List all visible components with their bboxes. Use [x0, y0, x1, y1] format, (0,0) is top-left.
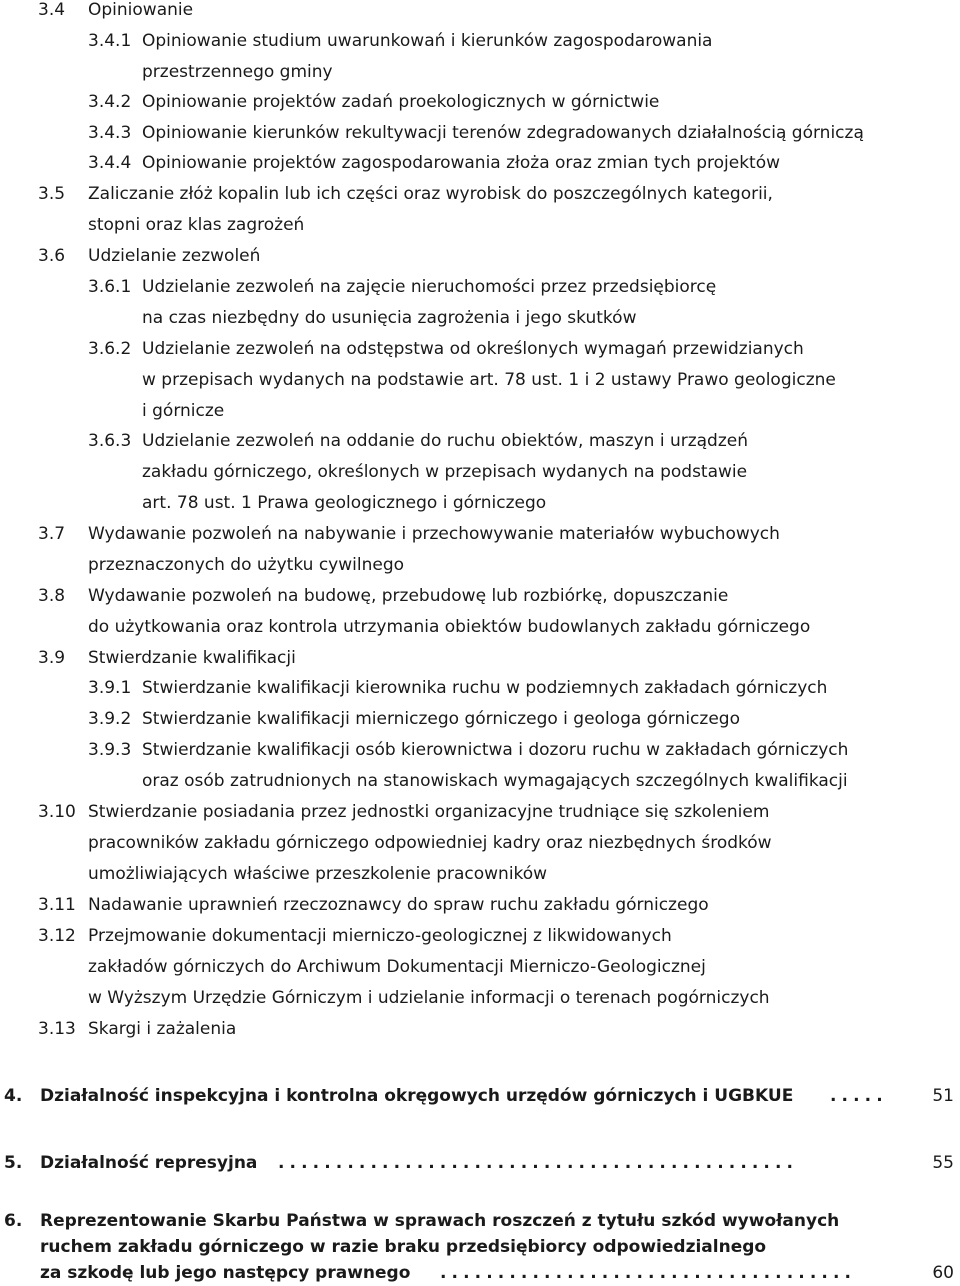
toc-entry-3-4-2[interactable] [0, 87, 960, 118]
toc-number: 3.9.2 [88, 709, 132, 729]
toc-number: 3.8 [38, 586, 66, 606]
toc-entry-3-6[interactable] [0, 241, 960, 272]
chapter-number: 6. [4, 1211, 23, 1231]
toc-number: 3.4 [38, 0, 66, 20]
toc-chapter-6[interactable] [0, 1208, 960, 1286]
toc-title-line: stopni oraz klas zagrożeń [88, 215, 305, 235]
toc-number: 3.9 [38, 648, 66, 668]
toc-title: Skargi i zażalenia [88, 1019, 237, 1039]
toc-title-line: w Wyższym Urzędzie Górniczym i udzielanie informacji o terenach pogórniczych [88, 988, 770, 1008]
toc-number: 3.6.2 [88, 339, 132, 359]
chapter-number: 5. [4, 1153, 23, 1173]
toc-number: 3.4.1 [88, 31, 132, 51]
toc-entry-3-13[interactable] [0, 1014, 960, 1045]
toc-title-line: do użytkowania oraz kontrola utrzymania obiektów budowlanych zakładu górniczego [88, 617, 811, 637]
toc-entry-3-5[interactable] [0, 179, 960, 241]
page-number: 55 [932, 1153, 954, 1173]
toc-title-line: pracowników zakładu górniczego odpowiedniej kadry oraz niezbędnych środków [88, 833, 772, 853]
toc-number: 3.13 [38, 1019, 76, 1039]
chapter-title-line: Reprezentowanie Skarbu Państwa w sprawach roszczeń z tytułu szkód wywołanych [40, 1211, 840, 1231]
page-number: 51 [932, 1086, 954, 1106]
toc-title: Opiniowanie kierunków rekultywacji terenów zdegradowanych działalnością górniczą [142, 123, 864, 143]
toc-number: 3.9.3 [88, 740, 132, 760]
toc-title-line: przestrzennego gminy [142, 62, 333, 82]
toc-number: 3.10 [38, 802, 76, 822]
toc-entry-3-6-2[interactable] [0, 334, 960, 427]
toc-title: Stwierdzanie kwalifikacji mierniczego górniczego i geologa górniczego [142, 709, 740, 729]
toc-entry-3-6-1[interactable] [0, 272, 960, 334]
chapter-title: Działalność inspekcyjna i kontrolna okręgowych urzędów górniczych i UGBKUE [40, 1086, 794, 1106]
toc-title-line: i górnicze [142, 401, 225, 421]
toc-number: 3.9.1 [88, 678, 132, 698]
toc-title-line: art. 78 ust. 1 Prawa geologicznego i górniczego [142, 493, 547, 513]
toc-title-line: Wydawanie pozwoleń na budowę, przebudowę lub rozbiórkę, dopuszczanie [88, 586, 729, 606]
toc-number: 3.12 [38, 926, 76, 946]
toc-title-line: zakładu górniczego, określonych w przepisach wydanych na podstawie [142, 462, 748, 482]
toc-number: 3.6.1 [88, 277, 132, 297]
toc-title: Opiniowanie projektów zagospodarowania złoża oraz zmian tych projektów [142, 153, 781, 173]
chapter-title-line: za szkodę lub jego następcy prawnego [40, 1263, 411, 1283]
toc-entry-3-9-3[interactable] [0, 735, 960, 797]
toc-number: 3.5 [38, 184, 66, 204]
toc-entry-3-4-1[interactable] [0, 26, 960, 88]
toc-title-line: Stwierdzanie kwalifikacji osób kierownictwa i dozoru ruchu w zakładach górniczych [142, 740, 849, 760]
toc-title: Udzielanie zezwoleń [88, 246, 261, 266]
toc-number: 3.6 [38, 246, 66, 266]
toc-title: Stwierdzanie kwalifikacji [88, 648, 296, 668]
toc-title-line: Opiniowanie studium uwarunkowań i kierunków zagospodarowania [142, 31, 713, 51]
dot-leader: ..... [830, 1086, 888, 1106]
toc-title: Opiniowanie [88, 0, 194, 20]
toc-title-line: umożliwiających właściwe przeszkolenie pracowników [88, 864, 548, 884]
toc-title: Stwierdzanie kwalifikacji kierownika ruchu w podziemnych zakładach górniczych [142, 678, 828, 698]
toc-number: 3.4.3 [88, 123, 132, 143]
dot-leader: ............................................. [278, 1153, 799, 1173]
toc-title-line: Wydawanie pozwoleń na nabywanie i przechowywanie materiałów wybuchowych [88, 524, 780, 544]
toc-title-line: Udzielanie zezwoleń na odstępstwa od określonych wymagań przewidzianych [142, 339, 804, 359]
toc-entry-3-11[interactable] [0, 890, 960, 921]
toc-entry-3-10[interactable] [0, 797, 960, 890]
page-number: 60 [932, 1263, 954, 1283]
toc-title-line: Zaliczanie złóż kopalin lub ich części oraz wyrobisk do poszczególnych kategorii, [88, 184, 773, 204]
toc-title-line: Udzielanie zezwoleń na oddanie do ruchu obiektów, maszyn i urządzeń [142, 431, 748, 451]
toc-entry-3-4-3[interactable] [0, 118, 960, 149]
chapter-title: Działalność represyjna [40, 1153, 258, 1173]
toc-title-line: w przepisach wydanych na podstawie art. 78 ust. 1 i 2 ustawy Prawo geologiczne [142, 370, 836, 390]
toc-title: Opiniowanie projektów zadań proekologicznych w górnictwie [142, 92, 660, 112]
toc-entry-3-4-4[interactable] [0, 148, 960, 179]
toc-title-line: zakładów górniczych do Archiwum Dokumentacji Mierniczo-Geologicznej [88, 957, 706, 977]
toc-chapter-5[interactable] [0, 1150, 960, 1176]
toc-entry-3-6-3[interactable] [0, 426, 960, 519]
toc-title-line: przeznaczonych do użytku cywilnego [88, 555, 405, 575]
toc-title-line: Przejmowanie dokumentacji mierniczo-geologicznej z likwidowanych [88, 926, 672, 946]
toc-entry-3-4[interactable] [0, 0, 960, 26]
toc-chapter-4[interactable] [0, 1083, 960, 1109]
toc-number: 3.4.2 [88, 92, 132, 112]
toc-number: 3.11 [38, 895, 76, 915]
toc-entry-3-8[interactable] [0, 581, 960, 643]
toc-entry-3-9-1[interactable] [0, 673, 960, 704]
toc-number: 3.6.3 [88, 431, 132, 451]
toc-entry-3-7[interactable] [0, 519, 960, 581]
toc-number: 3.7 [38, 524, 66, 544]
toc-entry-3-9[interactable] [0, 643, 960, 674]
toc-title-line: Stwierdzanie posiadania przez jednostki organizacyjne trudniące się szkoleniem [88, 802, 770, 822]
toc-entry-3-12[interactable] [0, 921, 960, 1014]
dot-leader: .................................... [440, 1263, 857, 1283]
toc-title-line: Udzielanie zezwoleń na zajęcie nieruchomości przez przedsiębiorcę [142, 277, 717, 297]
toc-number: 3.4.4 [88, 153, 132, 173]
chapter-title-line: ruchem zakładu górniczego w razie braku przedsiębiorcy odpowiedzialnego [40, 1237, 767, 1257]
toc-title: Nadawanie uprawnień rzeczoznawcy do spraw ruchu zakładu górniczego [88, 895, 709, 915]
toc-title-line: na czas niezbędny do usunięcia zagrożenia i jego skutków [142, 308, 637, 328]
toc-entry-3-9-2[interactable] [0, 704, 960, 735]
chapter-number: 4. [4, 1086, 23, 1106]
toc-title-line: oraz osób zatrudnionych na stanowiskach wymagających szczególnych kwalifikacji [142, 771, 848, 791]
